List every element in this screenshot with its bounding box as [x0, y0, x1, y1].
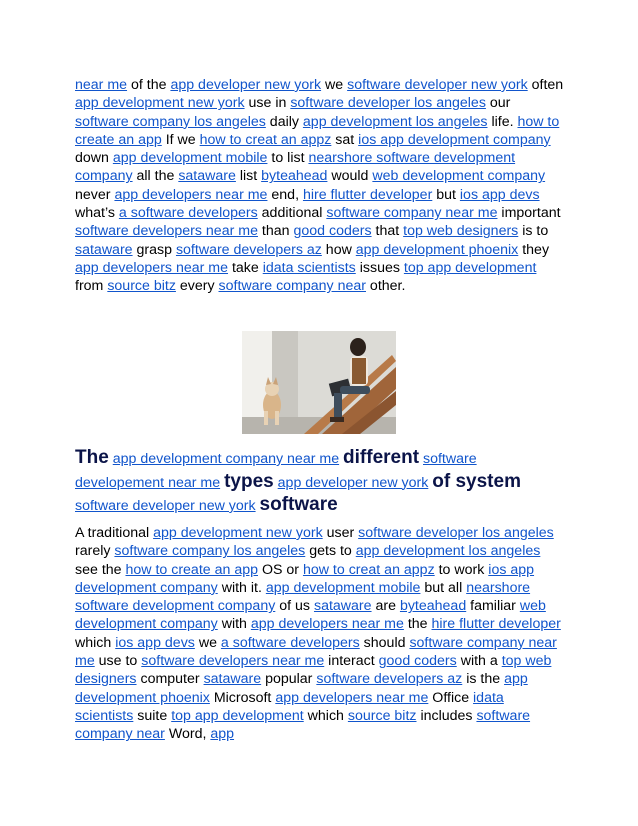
text-link[interactable]: idata scientists: [262, 259, 356, 276]
body-text: suite: [133, 707, 172, 724]
heading-bold-text: different: [343, 447, 420, 468]
text-link[interactable]: app developers near me: [114, 186, 268, 203]
heading-bold-text: types: [224, 470, 274, 492]
text-link[interactable]: software company near: [218, 278, 366, 295]
text-link[interactable]: software developer new york: [347, 77, 528, 93]
photo-illustration: [242, 331, 396, 434]
body-text: rarely: [75, 543, 115, 560]
text-link[interactable]: good coders: [293, 223, 372, 240]
body-text: use to: [94, 653, 142, 670]
text-link[interactable]: app developers near me: [250, 616, 404, 633]
body-text: from: [75, 278, 108, 295]
body-text: we: [194, 634, 221, 651]
body-text: end,: [267, 186, 303, 203]
text-link[interactable]: software company near me: [75, 634, 557, 670]
text-link[interactable]: idata scientists: [75, 689, 504, 724]
text-link[interactable]: near me: [75, 77, 128, 93]
body-text: all the: [132, 168, 179, 185]
section-heading: [75, 447, 565, 518]
text-link[interactable]: source bitz: [107, 278, 176, 295]
text-link[interactable]: top web designers: [403, 223, 519, 240]
text-link[interactable]: app development los angeles: [302, 113, 488, 130]
body-text: grasp: [132, 241, 176, 258]
body-text: with: [217, 616, 251, 633]
body-text: user: [322, 525, 359, 541]
body-text: often: [527, 77, 564, 93]
body-text: but: [432, 186, 460, 203]
text-link[interactable]: ios app devs: [115, 634, 195, 651]
text-link[interactable]: sataware: [75, 241, 133, 258]
text-link[interactable]: software developers near me: [141, 653, 325, 670]
text-link[interactable]: app developers near me: [75, 259, 229, 276]
text-link[interactable]: software company near me: [326, 205, 498, 222]
body-text: important: [497, 205, 561, 222]
body-text: how: [321, 241, 356, 258]
body-text: they: [518, 241, 550, 258]
text-link[interactable]: app development los angeles: [355, 543, 541, 560]
text-link[interactable]: software developers az: [316, 671, 463, 688]
body-text: OS or: [258, 561, 303, 578]
text-link[interactable]: sataware: [313, 598, 372, 615]
body-text: sat: [331, 131, 359, 148]
text-link[interactable]: nearshore software development company: [75, 579, 531, 615]
text-link[interactable]: software company los angeles: [75, 113, 266, 130]
paragraph-1: [75, 76, 565, 296]
body-text: computer: [136, 671, 204, 688]
text-link[interactable]: app developer new york: [277, 474, 429, 491]
body-text: is to: [518, 223, 549, 240]
body-text: is the: [462, 671, 505, 688]
body-text: are: [371, 598, 400, 615]
text-link[interactable]: nearshore software development company: [75, 150, 516, 185]
text-link[interactable]: software developer new york: [75, 498, 256, 514]
heading-bold-text: The: [75, 447, 109, 468]
body-text: interact: [324, 653, 379, 670]
body-text: issues: [355, 259, 404, 276]
text-link[interactable]: good coders: [378, 653, 457, 670]
paragraph-2: [75, 524, 565, 744]
body-text: life.: [487, 113, 518, 130]
text-link[interactable]: how to creat an appz: [302, 561, 435, 578]
body-text: includes: [416, 707, 477, 724]
body-text: daily: [265, 113, 303, 130]
body-text: we: [321, 77, 348, 93]
text-link[interactable]: byteahead: [261, 168, 328, 185]
body-text: which: [303, 707, 348, 724]
body-text: familiar: [466, 598, 520, 615]
body-text: would: [327, 168, 373, 185]
body-text: gets to: [305, 543, 356, 560]
body-text: Word,: [164, 726, 211, 743]
text-link[interactable]: a software developers: [118, 205, 258, 222]
text-link[interactable]: hire flutter developer: [431, 616, 561, 633]
text-link[interactable]: ios app development company: [358, 131, 551, 148]
text-link[interactable]: app: [210, 726, 235, 743]
text-link[interactable]: top app development: [403, 259, 537, 276]
text-link[interactable]: app developer new york: [170, 77, 322, 93]
text-link[interactable]: top app development: [171, 707, 304, 724]
text-link[interactable]: web development company: [75, 598, 546, 633]
body-text: than: [257, 223, 294, 240]
body-text: with a: [456, 653, 502, 670]
text-link[interactable]: app development company near me: [112, 451, 340, 467]
text-link[interactable]: hire flutter developer: [302, 186, 433, 203]
body-text: of the: [127, 77, 171, 93]
body-text: list: [235, 168, 262, 185]
text-link[interactable]: how to create an app: [75, 113, 560, 148]
text-link[interactable]: web development company: [372, 168, 546, 185]
text-link[interactable]: how to create an app: [125, 561, 258, 578]
body-text: should: [359, 634, 410, 651]
text-link[interactable]: software developers az: [175, 241, 322, 258]
text-link[interactable]: how to creat an appz: [199, 131, 332, 148]
text-link[interactable]: app developers near me: [275, 689, 429, 706]
text-link[interactable]: sataware: [203, 671, 262, 688]
text-link[interactable]: software developer los angeles: [290, 95, 486, 112]
body-text: take: [228, 259, 263, 276]
body-text: If we: [161, 131, 200, 148]
body-text: additional: [257, 205, 327, 222]
body-text: to work: [434, 561, 489, 578]
text-link[interactable]: ios app development company: [75, 561, 535, 596]
text-link[interactable]: ios app devs: [459, 186, 540, 203]
text-link[interactable]: software developer los angeles: [358, 525, 554, 541]
body-text: but all: [420, 579, 467, 596]
body-text: every: [175, 278, 219, 295]
body-text: with it.: [217, 579, 266, 596]
text-link[interactable]: a software developers: [220, 634, 360, 651]
body-text: other.: [365, 278, 406, 295]
text-link[interactable]: software company near: [75, 707, 531, 743]
body-text: see the: [75, 561, 126, 578]
body-text: to list: [267, 150, 309, 167]
text-link[interactable]: software developers near me: [75, 223, 258, 240]
text-link[interactable]: app development mobile: [265, 579, 421, 596]
text-link[interactable]: app development mobile: [112, 150, 268, 167]
body-text: Microsoft: [209, 689, 276, 706]
text-link[interactable]: sataware: [178, 168, 236, 185]
text-link[interactable]: app development new york: [153, 525, 323, 541]
text-link[interactable]: app development new york: [75, 95, 245, 112]
text-link[interactable]: app development phoenix: [75, 671, 528, 706]
text-link[interactable]: top web designers: [75, 653, 552, 688]
body-text: which: [75, 634, 116, 651]
heading-bold-text: of system: [432, 470, 521, 492]
text-link[interactable]: source bitz: [347, 707, 417, 724]
body-text: use in: [244, 95, 291, 112]
text-link[interactable]: software company los angeles: [114, 543, 306, 560]
body-text: our: [485, 95, 511, 112]
text-link[interactable]: byteahead: [399, 598, 467, 615]
body-text: of us: [275, 598, 314, 615]
body-text: Office: [428, 689, 474, 706]
text-link[interactable]: app development phoenix: [355, 241, 519, 258]
heading-bold-text: software: [259, 494, 338, 515]
body-text: that: [371, 223, 404, 240]
body-text: popular: [261, 671, 317, 688]
photo-man-with-laptop-and-dog: [242, 331, 396, 434]
body-text: the: [403, 616, 432, 633]
body-text: A traditional: [75, 525, 154, 541]
body-text: never: [75, 186, 115, 203]
body-text: down: [75, 150, 113, 167]
body-text: what’s: [75, 205, 119, 222]
text-link[interactable]: software developement near me: [75, 451, 477, 491]
